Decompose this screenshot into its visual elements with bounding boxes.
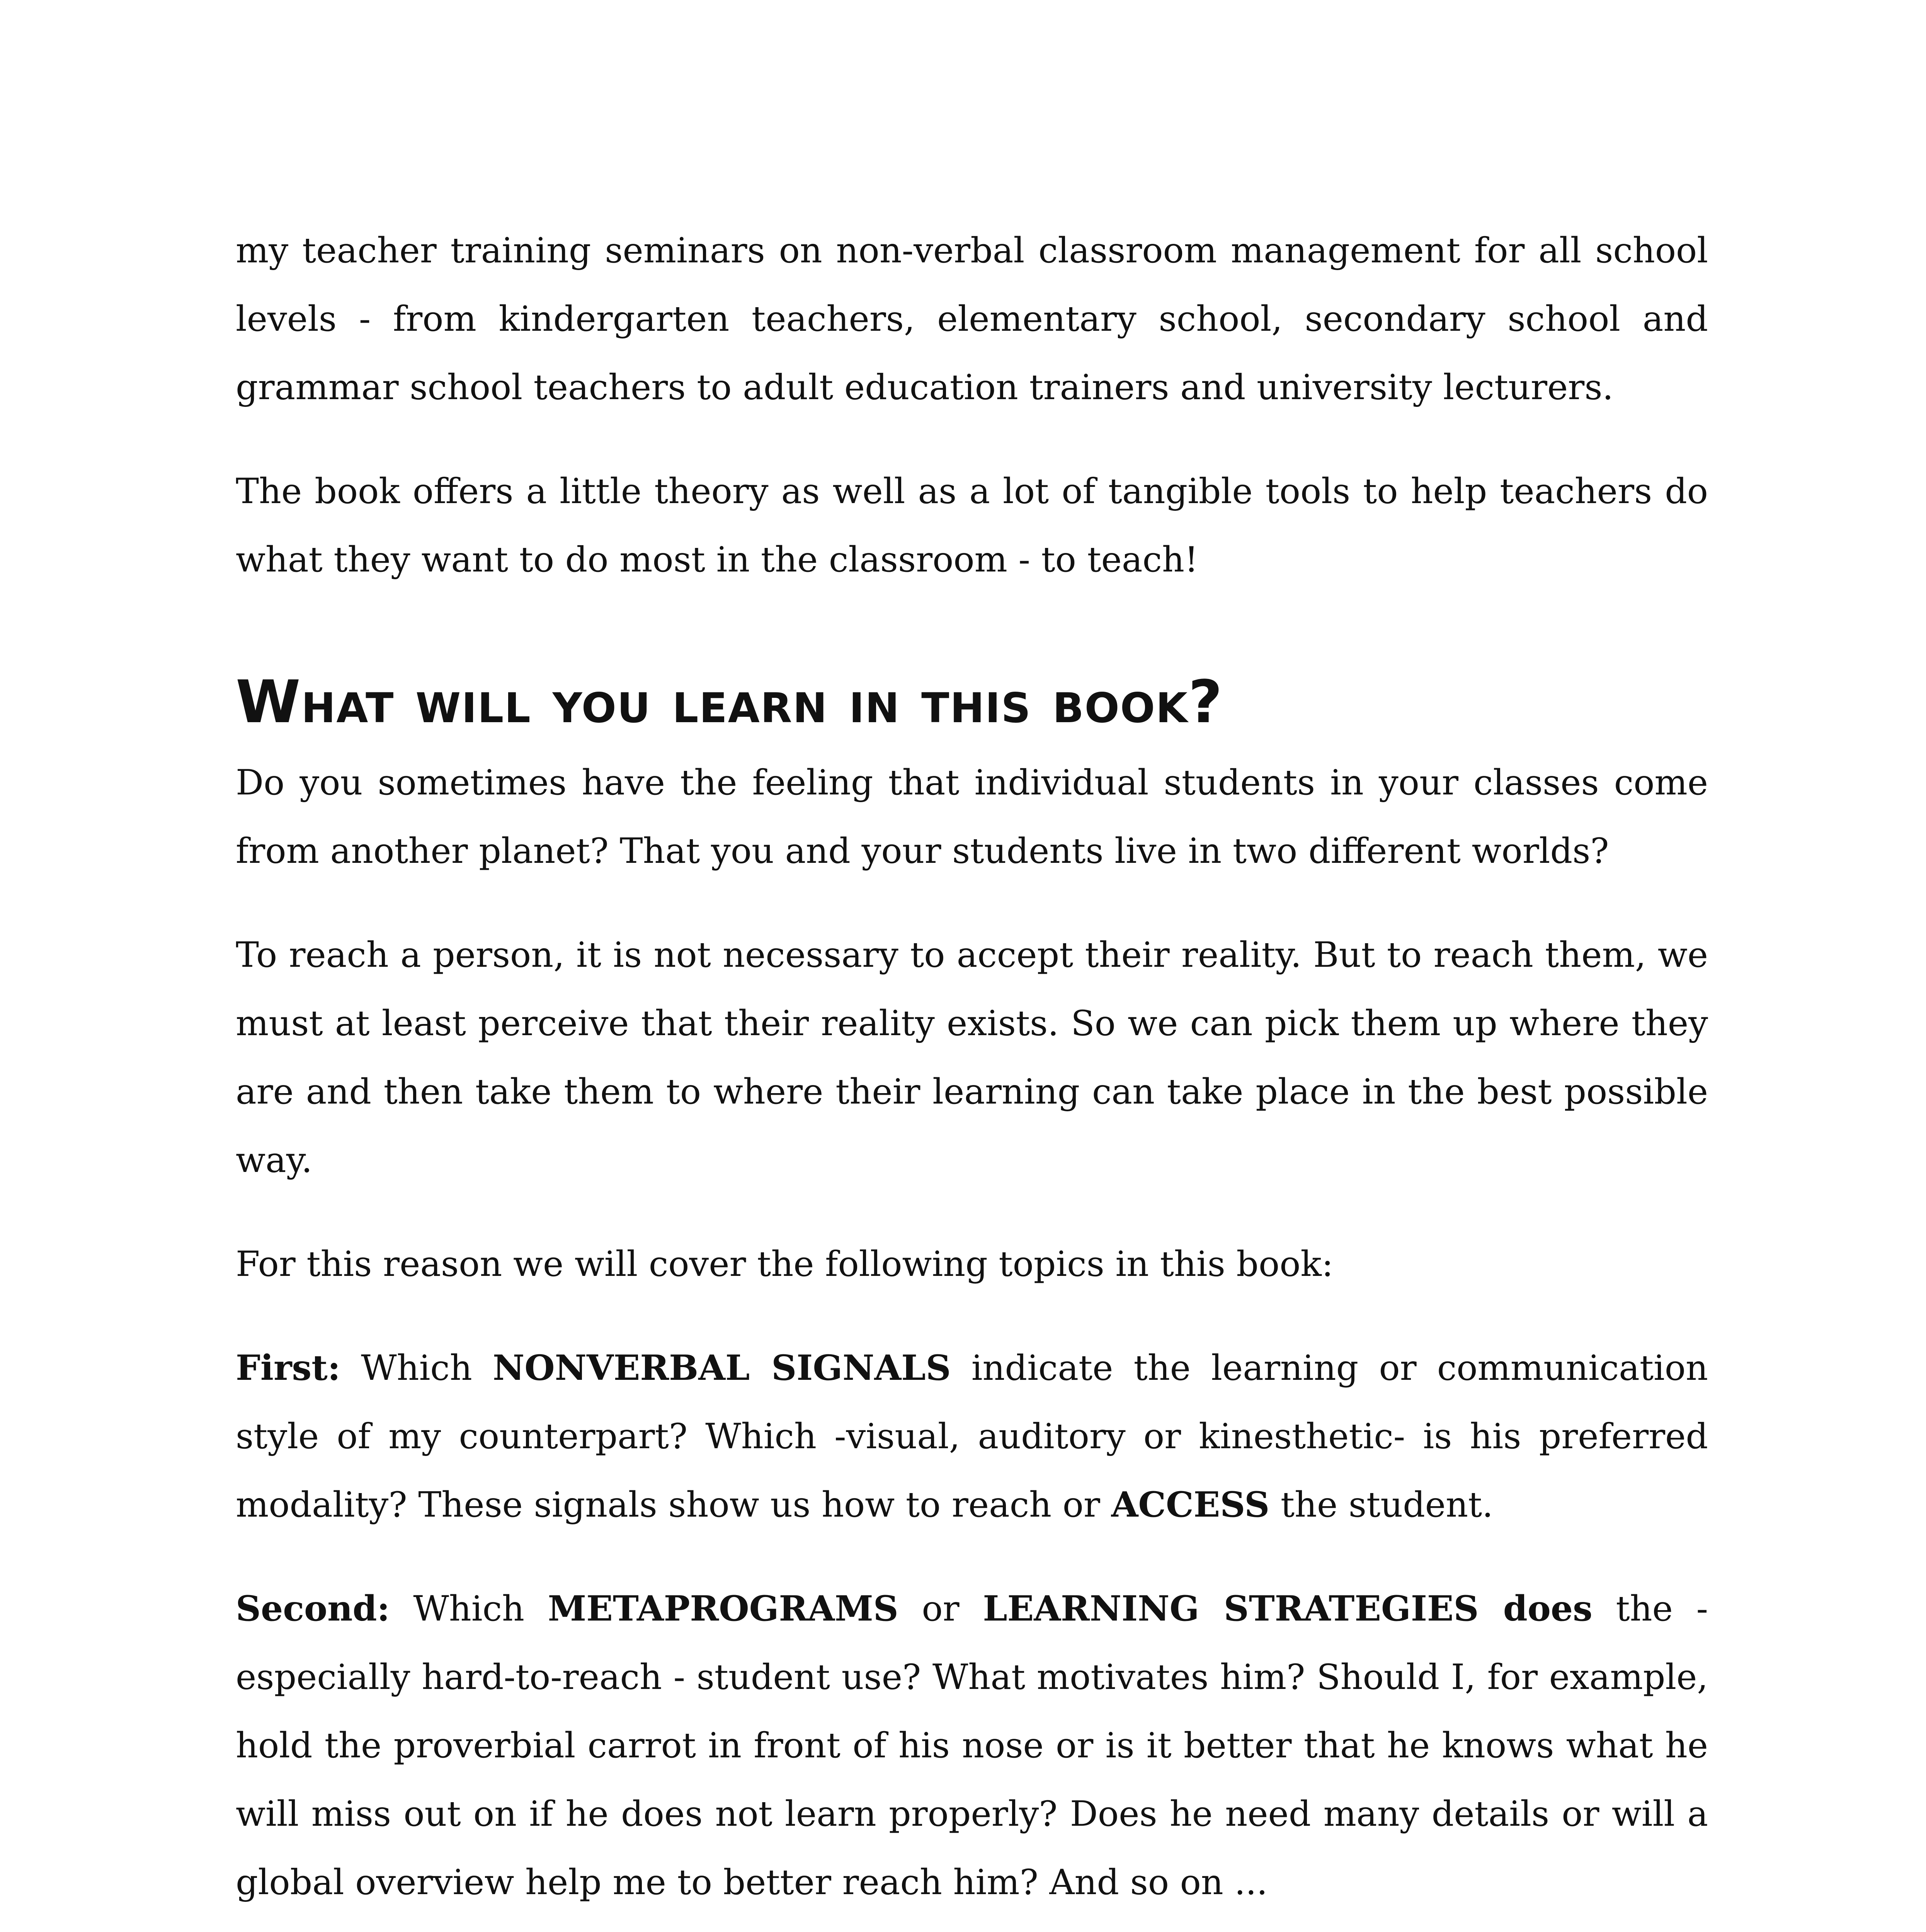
section-paragraph-3: For this reason we will cover the following topics in this book: <box>236 1244 1334 1284</box>
topic-second-paragraph <box>236 1575 1708 1917</box>
topic-first-bold-2: ACCESS <box>1111 1484 1270 1525</box>
topic-second-text-1: Which <box>390 1588 548 1629</box>
topic-second-label: Second: <box>236 1588 390 1629</box>
topic-second-text-2: or <box>898 1588 983 1629</box>
topic-first-text-1: Which <box>340 1348 493 1388</box>
topic-first-text-3: the student. <box>1269 1485 1493 1525</box>
section-paragraph-2: To reach a person, it is not necessary to accept their reality. But to reach them, we must at least perceive that their reality exists. So we can pick them up where they are and then take them to where their learning can take place in the best possible way. <box>236 935 1708 1180</box>
page-content <box>236 216 1708 1932</box>
intro-paragraph-2: The book offers a little theory as well as a lot of tangible tools to help teachers do what they want to do most in the classroom - to teach! <box>236 471 1708 580</box>
topic-first-bold-1: NONVERBAL SIGNALS <box>492 1347 951 1388</box>
topic-second-text-3: the - especially hard-to-reach - student use? What motivates him? Should I, for example, hold the proverbial carrot in front of his nose or is it better that he knows what he will miss out on if he does not learn properly? Does he need many details or will a global overview help me to better reach him? And so on ... <box>236 1588 1708 1903</box>
topic-first-paragraph <box>236 1334 1708 1539</box>
topic-first-text-2: indicate the learning or communication style of my counterpart? Which -visual, auditory or kinesthetic- is his preferred modality? These signals show us how to reach or <box>236 1348 1708 1525</box>
intro-paragraph-1: my teacher training seminars on non-verbal classroom management for all school levels - from kindergarten teachers, elementary school, secondary school and grammar school teachers to adult education trainers and university lecturers. <box>236 230 1708 408</box>
topic-second-bold-2: LEARNING STRATEGIES does <box>983 1588 1593 1629</box>
section-paragraph-1: Do you sometimes have the feeling that individual students in your classes come from another planet? That you and your students live in two different worlds? <box>236 762 1708 871</box>
section-heading: What will you learn in this book? <box>236 668 1223 736</box>
topic-first-label: First: <box>236 1347 340 1388</box>
topic-second-bold-1: METAPROGRAMS <box>548 1588 898 1629</box>
